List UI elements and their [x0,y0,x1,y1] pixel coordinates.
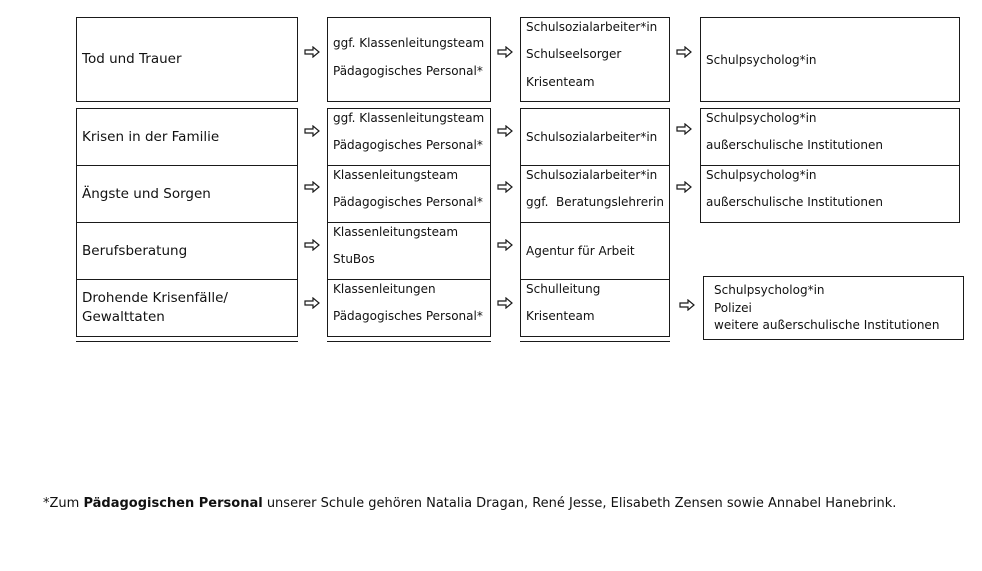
topic-cell-aengste-und-sorgen [76,165,298,223]
level1-cell-row-2 [327,108,491,166]
level3-entry: außerschulische Institutionen [706,195,883,209]
level3-entry: weitere außerschulische Institutionen [714,318,940,332]
hollow-right-arrow-icon [497,46,513,58]
level2-entry: Schulleitung [526,282,601,296]
column-1-bottom-rule [76,341,298,342]
hollow-right-arrow-icon [676,181,692,193]
hollow-right-arrow-icon [676,46,692,58]
level2-cell-row-4 [520,222,670,280]
topic-label-line-2: Gewalttaten [82,309,165,325]
footnote [43,496,896,511]
hollow-right-arrow-icon [304,239,320,251]
column-3-bottom-rule [520,341,670,342]
hollow-right-arrow-icon [679,299,695,311]
footnote-prefix: *Zum [43,496,84,511]
column-2-bottom-rule [327,341,491,342]
level2-entry: Schulsozialarbeiter*in [526,20,658,34]
level1-entry: Pädagogisches Personal* [333,195,483,209]
level1-entry: ggf. Klassenleitungsteam [333,111,485,125]
level2-entry: Krisenteam [526,309,595,323]
topic-cell-krisen-in-der-familie [76,108,298,166]
level1-entry: Pädagogisches Personal* [333,64,483,78]
level3-entry: Schulpsycholog*in [706,52,817,67]
level3-entry: außerschulische Institutionen [706,138,883,152]
level3-entry: Schulpsycholog*in [706,111,817,125]
topic-label-line-1: Drohende Krisenfälle/ [82,290,228,306]
level3-entry: Schulpsycholog*in [706,168,817,182]
level2-entry: Schulsozialarbeiter*in [526,130,658,144]
level1-cell-row-5 [327,279,491,337]
level3-cell-row-1 [700,17,960,102]
topic-cell-berufsberatung [76,222,298,280]
topic-cell-tod-und-trauer [76,17,298,102]
level1-cell-row-4 [327,222,491,280]
level1-cell-row-1 [327,17,491,102]
hollow-right-arrow-icon [497,239,513,251]
level2-cell-row-3 [520,165,670,223]
level2-entry: ggf. Beratungslehrerin [526,195,664,209]
level2-entry: Schulseelsorger [526,47,622,61]
topic-label: Krisen in der Familie [82,128,220,145]
level2-entry: Krisenteam [526,75,595,89]
topic-cell-drohende-krisenfaelle [76,279,298,337]
level1-entry: Klassenleitungsteam [333,225,459,239]
level1-entry: Klassenleitungsteam [333,168,459,182]
hollow-right-arrow-icon [304,125,320,137]
level3-cell-row-2 [700,108,960,166]
level3-entry: Schulpsycholog*in [714,283,825,297]
level3-cell-row-5 [703,276,964,340]
topic-label: Tod und Trauer [82,51,182,67]
footnote-suffix: unserer Schule gehören Natalia Dragan, René Jesse, Elisabeth Zensen sowie Annabel Hanebrink. [262,496,897,511]
hollow-right-arrow-icon [497,125,513,137]
hollow-right-arrow-icon [304,181,320,193]
hollow-right-arrow-icon [676,123,692,135]
level2-entry: Agentur für Arbeit [526,244,635,258]
level2-entry: Schulsozialarbeiter*in [526,168,658,182]
level1-cell-row-3 [327,165,491,223]
level1-entry: Pädagogisches Personal* [333,138,483,152]
hollow-right-arrow-icon [304,297,320,309]
hollow-right-arrow-icon [497,297,513,309]
footnote-bold-term: Pädagogischen Personal [83,496,263,511]
level2-cell-row-1 [520,17,670,102]
level2-cell-row-2 [520,108,670,166]
level1-entry: Klassenleitungen [333,282,436,296]
level3-cell-row-3 [700,165,960,223]
level1-entry: Pädagogisches Personal* [333,309,483,323]
level1-entry: StuBos [333,252,375,266]
hollow-right-arrow-icon [304,46,320,58]
level3-entry: Polizei [714,300,752,315]
topic-label: Berufsberatung [82,242,188,259]
level1-entry: ggf. Klassenleitungsteam [333,36,485,50]
hollow-right-arrow-icon [497,181,513,193]
level2-cell-row-5 [520,279,670,337]
topic-label: Ängste und Sorgen [82,185,211,202]
